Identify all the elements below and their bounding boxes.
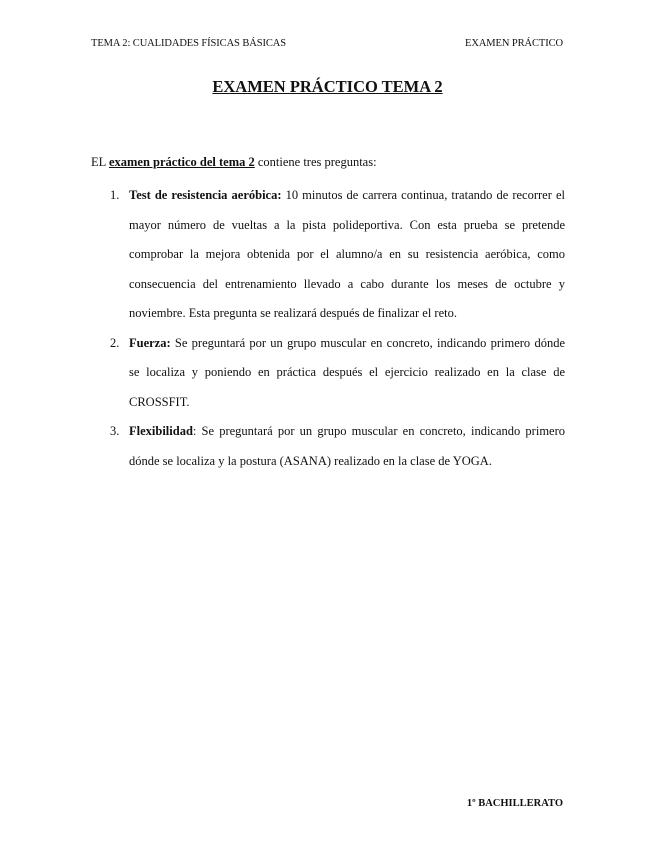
intro-paragraph (91, 155, 571, 170)
question-number: 2. (110, 335, 120, 350)
question-title: Test de resistencia aeróbica: (129, 188, 282, 202)
question-text: 10 minutos de carrera continua, tratando de recorrer el mayor número de vueltas a la pista polideportiva. Con esta prueba se pretende comprobar la mejora obtenida por el alumno/a en su resistencia aeróbica, como consecuencia del entrenamiento llevado a cabo durante los meses de octubre y noviembre. Esta pregunta se realizará después de finalizar el reto. (129, 188, 565, 320)
question-number: 1. (110, 188, 120, 202)
page-title: EXAMEN PRÁCTICO TEMA 2 (212, 77, 443, 96)
question-text: : Se preguntará por un grupo muscular en concreto, indicando primero dónde se localiza y la postura (ASANA) realizado en la clase de YOGA. (129, 424, 565, 468)
header-left: TEMA 2: CUALIDADES FÍSICAS BÁSICAS (91, 38, 286, 49)
list-item (91, 329, 565, 418)
intro-emphasis: examen práctico del tema 2 (108, 155, 255, 169)
footer-right: 1º BACHILLERATO (466, 798, 563, 809)
header-right: EXAMEN PRÁCTICO (465, 38, 563, 49)
list-item (91, 417, 565, 476)
question-title: Fuerza: (129, 335, 171, 350)
question-number: 3. (110, 424, 120, 438)
question-title: Flexibilidad (129, 424, 193, 438)
questions-list (91, 181, 565, 476)
list-item (91, 181, 565, 329)
intro-suffix: contiene tres preguntas: (254, 155, 377, 169)
question-text: Se preguntará por un grupo muscular en concreto, indicando primero dónde se localiza y poniendo en práctica después el ejercicio realizado en la clase de CROSSFIT. (129, 335, 565, 409)
intro-prefix: EL (91, 155, 109, 169)
